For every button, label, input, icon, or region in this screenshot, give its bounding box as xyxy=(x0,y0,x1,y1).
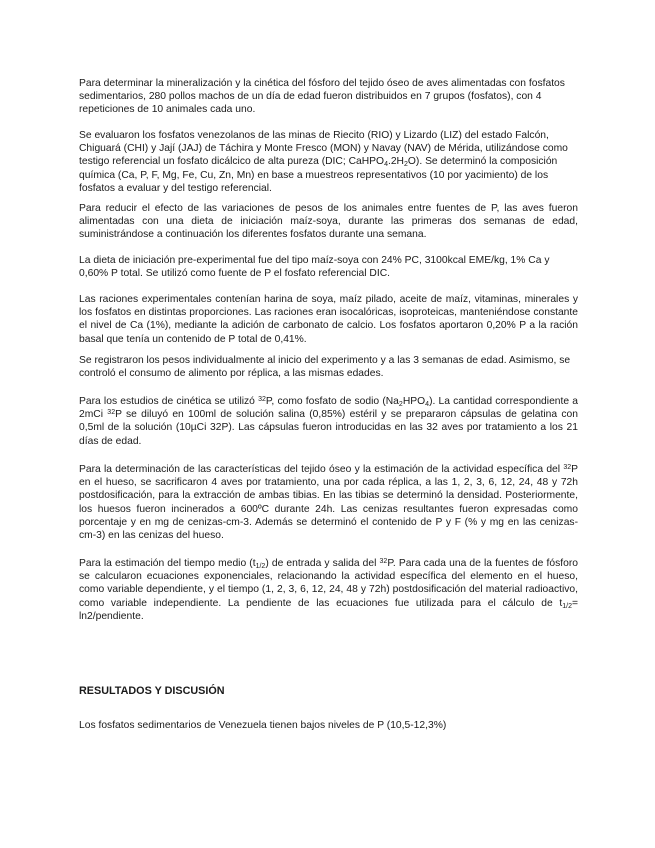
paragraph-weights: Se registraron los pesos individualmente al inicio del experimento y a las 3 semanas de edad. Asimismo, se controló el consumo de alimento por réplica, a las mismas edades. xyxy=(79,355,571,380)
paragraph-weight-variation: Para reducir el efecto de las variaciones de pesos de los animales entre fuentes de P, las aves fueron alimentadas con una dieta de iniciación maíz-soya, durante las primeras dos semanas de edad, suministrándose a continuación los diferentes fosfatos durante una semana. xyxy=(79,203,578,241)
p9-text-b: ) de entrada y salida del xyxy=(265,558,380,569)
p7-text-b: P, como fosfato de sodio (Na xyxy=(265,396,399,407)
paragraph-phosphates-evaluated xyxy=(79,129,578,195)
paragraph-bone-tissue xyxy=(79,463,578,542)
paragraph-half-life xyxy=(79,557,578,623)
p7-subscript-2: 4 xyxy=(425,401,430,408)
p7-text-e: P se diluyó en 100ml de solución salina (0,85%) estéril y se prepararon cápsulas de gelatina con 0,5ml de la solución (10µCi 32P). Las cápsulas fueron introducidas en las 32 aves por tratamiento a los 21 días de edad. xyxy=(79,409,578,447)
p9-text-a: Para la estimación del tiempo medio (t xyxy=(79,558,256,569)
p7-text-c: HPO xyxy=(402,396,426,407)
paragraph-experimental-rations: Las raciones experimentales contenían harina de soya, maíz pilado, aceite de maíz, vitaminas, minerales y los fosfatos en distintas proporciones. Las raciones eran isocalóricas, isoproteicas, manteniéndose constante el nivel de Ca (1%), mediante la adición de carbonato de calcio. Los fosfatos aportaron 0,20% P a la ración basal que tenía un contenido de P total de 0,41%. xyxy=(79,294,578,345)
p7-superscript-2: 32 xyxy=(107,409,116,417)
p7-text-d: ). La cantidad correspondiente a 2mCi xyxy=(79,396,579,421)
paragraph-initial-diet: La dieta de iniciación pre-experimental fue del tipo maíz-soya con 24% PC, 3100kcal EME/kg, 1% Ca y 0,60% P total. Se utilizó como fuente de P el fosfato referencial DIC. xyxy=(79,255,550,280)
p7-subscript-1: 2 xyxy=(398,401,403,408)
p7-superscript-1: 32 xyxy=(258,396,266,403)
p9-superscript-1: 32 xyxy=(379,558,388,565)
p8-superscript-1: 32 xyxy=(563,464,572,471)
paragraph-methods-intro: Para determinar la mineralización y la cinética del fósforo del tejido óseo de aves alimentadas con fosfatos sedimentarios, 280 pollos machos de un día de edad fueron distribuidos en 7 grupos (fosfatos), con 4 repeticiones de 10 animales cada uno. xyxy=(79,78,565,116)
p2-text-a: Se evaluaron los fosfatos venezolanos de las minas de Riecito (RIO) y Lizardo (LIZ) del estado Falcón, Chiguará (CHI) y Jají (JAJ) de Táchira y Monte Fresco (MON) y Navay (NAV) de Mérida, utilizándose como testigo referencial un fosfato dicálcico de alta pureza (DIC; CaHPO xyxy=(79,130,568,168)
paragraph-kinetics xyxy=(79,395,578,448)
p8-text-b: P en el hueso, se sacrificaron 4 aves por tratamiento, una por cada réplica, a las 1, 2, 3, 6, 12, 24, 48 y 72h postdosificación, para la extracción de ambas tibias. En las tibias se determinó la densidad. Posteriormente, los huesos fueron incinerados a 600ºC durante 24h. Las cenizas resultantes fueron expresadas como porcentaje y en mg de cenizas-cm-3. Además se determinó el contenido de P y F (% y mg en las cenizas-cm-3) en las cenizas del hueso. xyxy=(79,464,578,542)
p2-subscript-2: 2 xyxy=(404,161,408,169)
section-heading-results: RESULTADOS Y DISCUSIÓN xyxy=(79,685,225,697)
paragraph-results-first: Los fosfatos sedimentarios de Venezuela tienen bajos niveles de P (10,5-12,3%) xyxy=(79,720,447,731)
p9-subscript-1: 1/2 xyxy=(255,563,266,570)
p9-text-d: = ln2/pendiente. xyxy=(79,597,578,622)
p2-text-b: .2H xyxy=(387,156,404,168)
p7-text-a: Para los estudios de cinética se utilizó xyxy=(79,396,259,407)
p9-subscript-2: 1/2 xyxy=(562,602,572,610)
p2-subscript-1: 4 xyxy=(384,161,388,169)
p8-text-a: Para la determinación de las características del tejido óseo y la estimación de la actividad específica del xyxy=(79,464,564,475)
p2-text-c: O). Se determinó la composición química (Ca, P, F, Mg, Fe, Cu, Zn, Mn) en base a muestreos representativos (10 por yacimiento) de los fosfatos a evaluar y del testigo referencial. xyxy=(79,156,558,194)
p9-text-c: P. Para cada una de la fuentes de fósforo se calcularon ecuaciones exponenciales, relacionando la actividad específica del elemento en el hueso, como variable dependiente, y el tiempo (1, 2, 3, 6, 12, 24, 48 y 72h) postdosificación del material radioactivo, como variable independiente. La pendiente de las ecuaciones fue utilizada para el cálculo de t xyxy=(79,558,578,609)
